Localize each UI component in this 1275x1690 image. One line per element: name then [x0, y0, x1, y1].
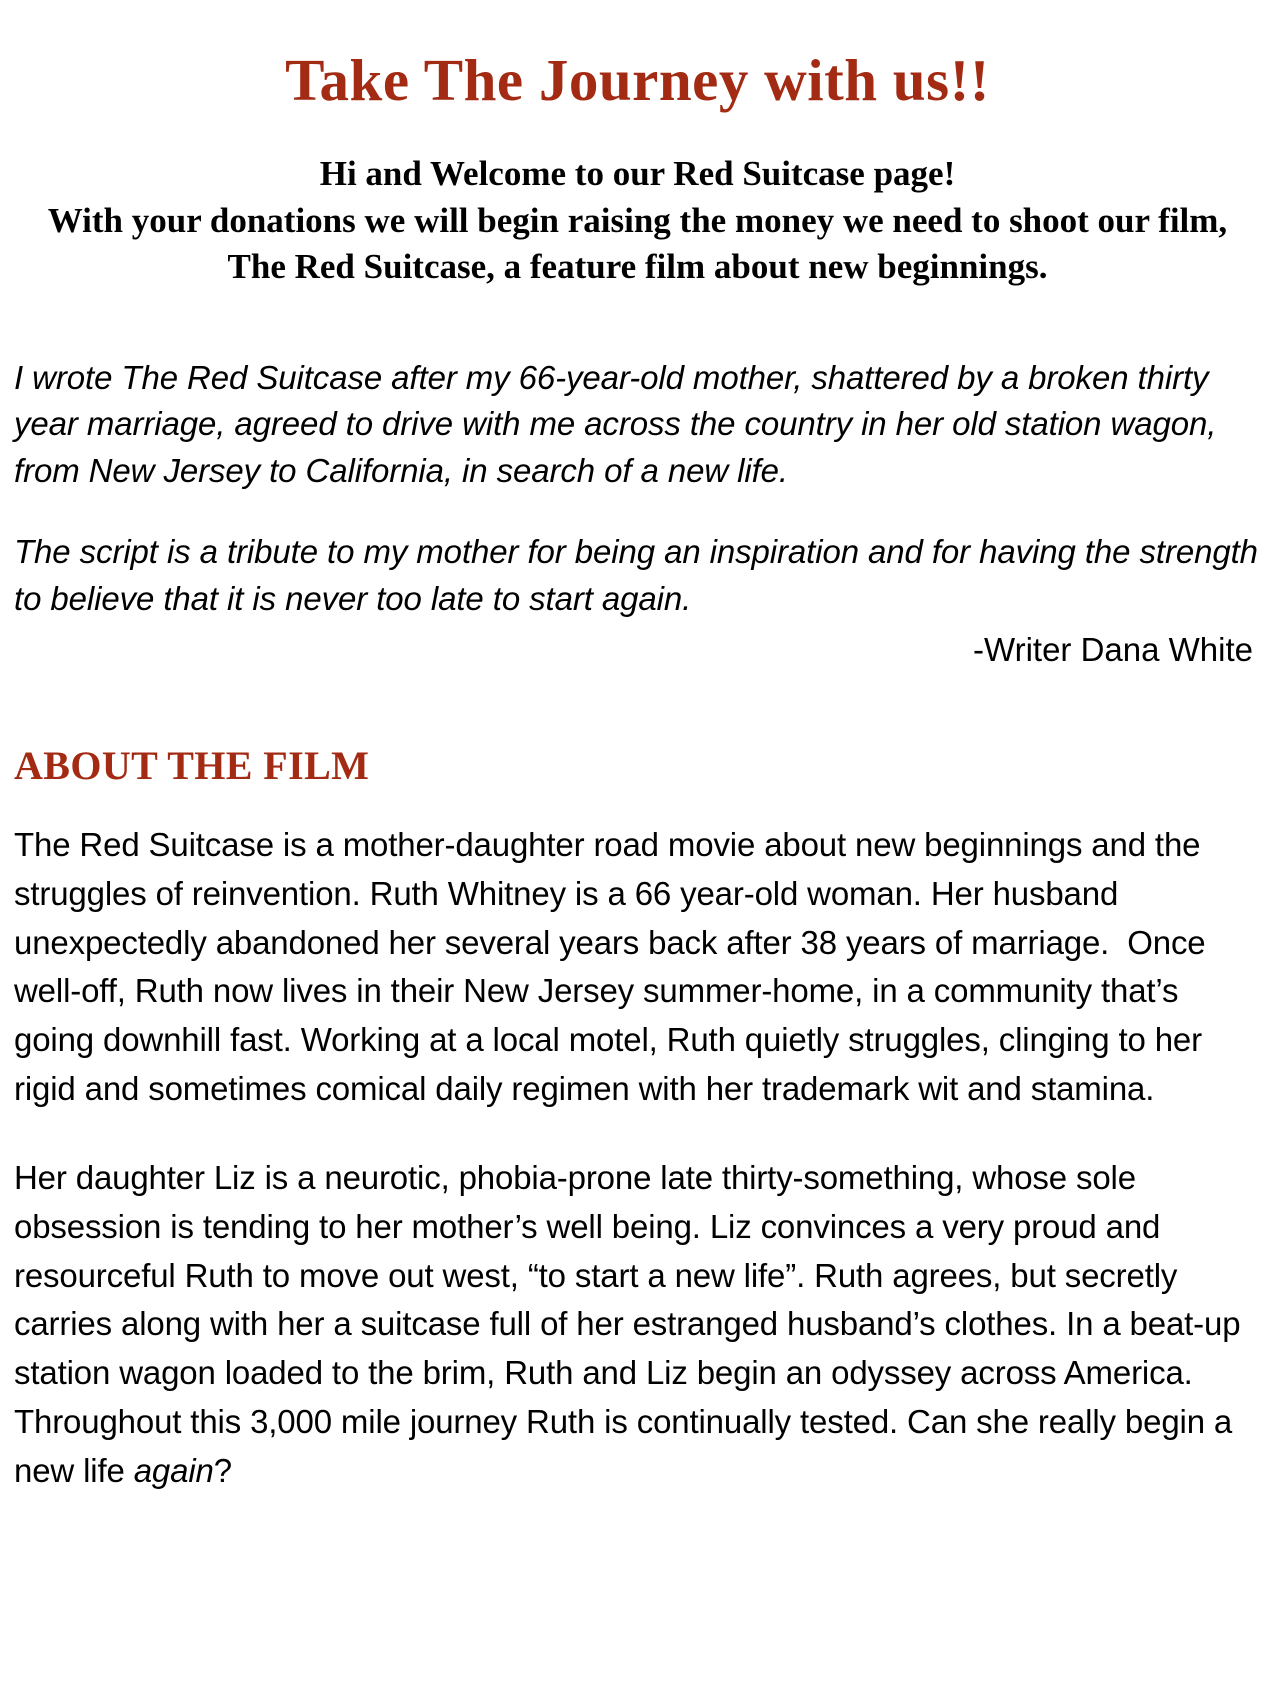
about-film-paragraph-2 — [14, 1154, 1261, 1496]
about-the-film-heading: ABOUT THE FILM — [14, 742, 370, 788]
about-film-paragraph-2-text: Her daughter Liz is a neurotic, phobia-prone late thirty-something, whose sole obsession is tending to her mother’s well being. Liz convinces a very proud and resourceful Ruth to move out west, “to start a new life”. Ruth agrees, but secretly carries along with her a suitcase full of her estranged husband’s clothes. In a beat-up station wagon loaded to the brim, Ruth and Liz begin an odyssey across America. Throughout this 3,000 mile journey Ruth is continually tested. Can she really begin a new life — [14, 1158, 1250, 1489]
writer-statement-paragraph-2: The script is a tribute to my mother for being an inspiration and for having the strength to believe that it is never too late to start again. — [14, 533, 1258, 618]
writer-attribution: -Writer Dana White — [973, 630, 1253, 668]
about-film-paragraph-2-tail: ? — [213, 1451, 232, 1489]
page-title: Take The Journey with us!! — [285, 46, 990, 113]
welcome-greeting: Hi and Welcome to our Red Suitcase page! — [319, 153, 956, 193]
welcome-pitch: With your donations we will begin raising the money we need to shoot our film, The Red Suitcase, a feature film about new beginnings. — [47, 200, 1228, 287]
about-the-film-body — [14, 821, 1261, 1496]
writer-statement-paragraph-1: I wrote The Red Suitcase after my 66-year-old mother, shattered by a broken thirty year marriage, agreed to drive with me across the country in her old station wagon, from New Jersey to California, in search of a new life. — [14, 358, 1217, 490]
about-film-paragraph-1: The Red Suitcase is a mother-daughter road movie about new beginnings and the struggles of reinvention. Ruth Whitney is a 66 year-old woman. Her husband unexpectedly abandoned her several years back after 38 years of marriage. Once well-off, Ruth now lives in their New Jersey summer-home, in a community that’s going downhill fast. Working at a local motel, Ruth quietly struggles, clinging to her rigid and sometimes comical daily regimen with her trademark wit and stamina. — [14, 825, 1215, 1108]
welcome-block — [14, 151, 1261, 291]
campaign-page — [0, 40, 1275, 1690]
about-film-emphasis-again: again — [133, 1451, 214, 1489]
writer-statement — [14, 355, 1261, 674]
